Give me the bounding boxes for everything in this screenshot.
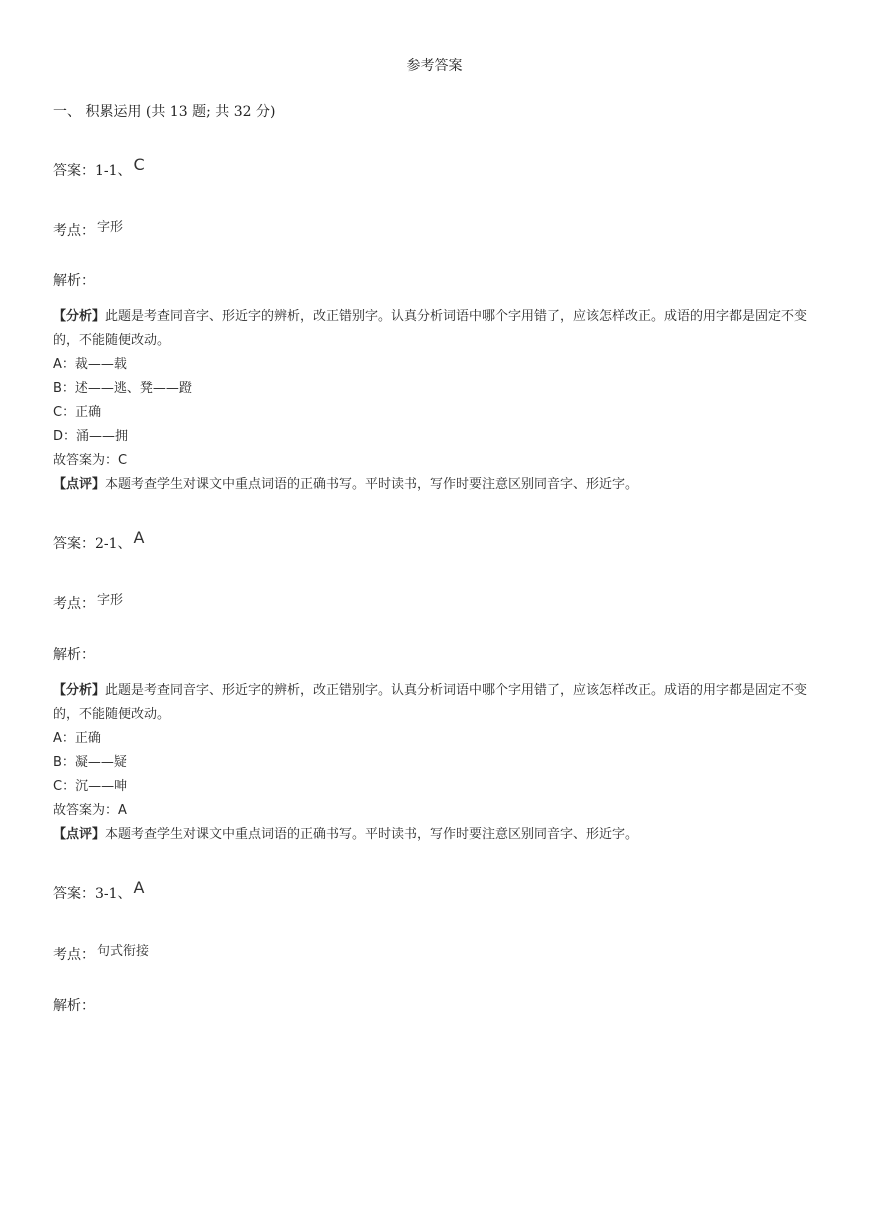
answer-number: 3-1、 [95,886,132,902]
jiexi-label-2: 解析： [53,647,95,663]
fenxi-text: 此题是考查同音字、形近字的辨析，改正错别字。认真分析词语中哪个字用错了，应该怎样改正。成语的用字都是固定不变的，不能随便改动。 [53,683,808,722]
answer-value: A [133,528,145,547]
analysis-block-1 [53,305,823,497]
answer-number: 1-1、 [95,163,132,179]
option-line: A：正确 [53,731,101,746]
dianping-text: 本题考查学生对课文中重点词语的正确书写。平时读书，写作时要注意区别同音字、形近字。 [105,477,639,492]
kaodian-label: 考点： [53,947,95,963]
answer-number: 2-1、 [95,536,132,552]
option-line: A：裁——载 [53,357,127,372]
dianping-paragraph [53,823,823,847]
answer-line-3 [53,878,145,903]
fenxi-paragraph [53,679,823,727]
answer-label: 答案： [53,886,95,902]
kaodian-line-1 [53,220,123,240]
option-line: C：正确 [53,405,102,420]
option-line: D：涌——拥 [53,429,129,444]
jiexi-label-3: 解析： [53,998,95,1014]
kaodian-line-2 [53,593,123,613]
kaodian-label: 考点： [53,596,95,612]
option-line: C：沉——呻 [53,779,128,794]
result-line: 故答案为：A [53,803,127,818]
answer-label: 答案： [53,163,95,179]
option-line: B：述——逃、凳——蹬 [53,381,192,396]
analysis-block-2 [53,679,823,847]
result-line: 故答案为：C [53,453,128,468]
dianping-text: 本题考查学生对课文中重点词语的正确书写。平时读书，写作时要注意区别同音字、形近字。 [105,827,639,842]
jiexi-label-1: 解析： [53,273,95,289]
kaodian-value: 句式衔接 [97,944,150,959]
option-line: B：凝——疑 [53,755,127,770]
fenxi-tag: 【分析】 [53,683,106,698]
kaodian-label: 考点： [53,223,95,239]
kaodian-value: 字形 [97,220,124,235]
dianping-tag: 【点评】 [53,477,106,492]
fenxi-tag: 【分析】 [53,309,106,324]
page-title: 参考答案 [406,58,463,74]
dianping-tag: 【点评】 [53,827,106,842]
kaodian-line-3 [53,944,149,964]
fenxi-text: 此题是考查同音字、形近字的辨析，改正错别字。认真分析词语中哪个字用错了，应该怎样改正。成语的用字都是固定不变的，不能随便改动。 [53,309,808,348]
fenxi-paragraph [53,305,823,353]
kaodian-value: 字形 [97,593,124,608]
answer-label: 答案： [53,536,95,552]
dianping-paragraph [53,473,823,497]
answer-line-1 [53,155,145,180]
answer-value: C [133,155,145,174]
answer-line-2 [53,528,145,553]
section-heading: 一、 积累运用 (共 13 题; 共 32 分) [53,104,276,120]
answer-value: A [133,878,145,897]
